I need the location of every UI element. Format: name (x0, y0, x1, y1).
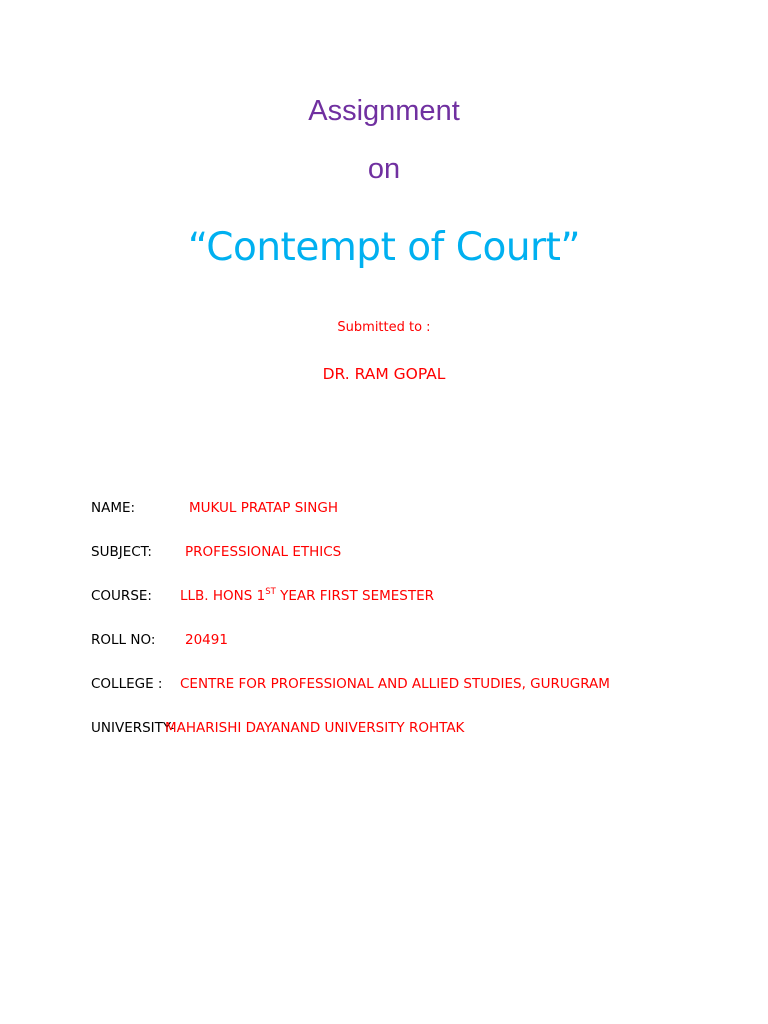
course-value (180, 586, 434, 606)
roll-no-label: ROLL NO: (91, 632, 156, 648)
submitted-to-label: Submitted to : (337, 320, 431, 335)
college-label: COLLEGE : (91, 676, 163, 692)
roll-no-value: 20491 (185, 632, 228, 648)
university-label: UNIVERSITY- (91, 720, 175, 736)
course-label: COURSE: (91, 588, 152, 604)
subject-label: SUBJECT: (91, 544, 152, 560)
subject-value: PROFESSIONAL ETHICS (185, 544, 342, 560)
submitted-to-name: DR. RAM GOPAL (322, 365, 446, 383)
assignment-heading: Assignment (308, 95, 460, 127)
name-label: NAME: (91, 500, 136, 516)
assignment-title: “Contempt of Court” (187, 225, 581, 270)
assignment-connector: on (367, 153, 401, 185)
course-value-superscript: ST (265, 587, 276, 597)
college-value: CENTRE FOR PROFESSIONAL AND ALLIED STUDIES, GURUGRAM (180, 676, 610, 692)
course-value-year: LLB. HONS 1 (180, 588, 266, 604)
name-value: MUKUL PRATAP SINGH (189, 500, 339, 516)
university-value: MAHARISHI DAYANAND UNIVERSITY ROHTAK (165, 720, 465, 736)
course-value-rest: YEAR FIRST SEMESTER (275, 588, 435, 604)
